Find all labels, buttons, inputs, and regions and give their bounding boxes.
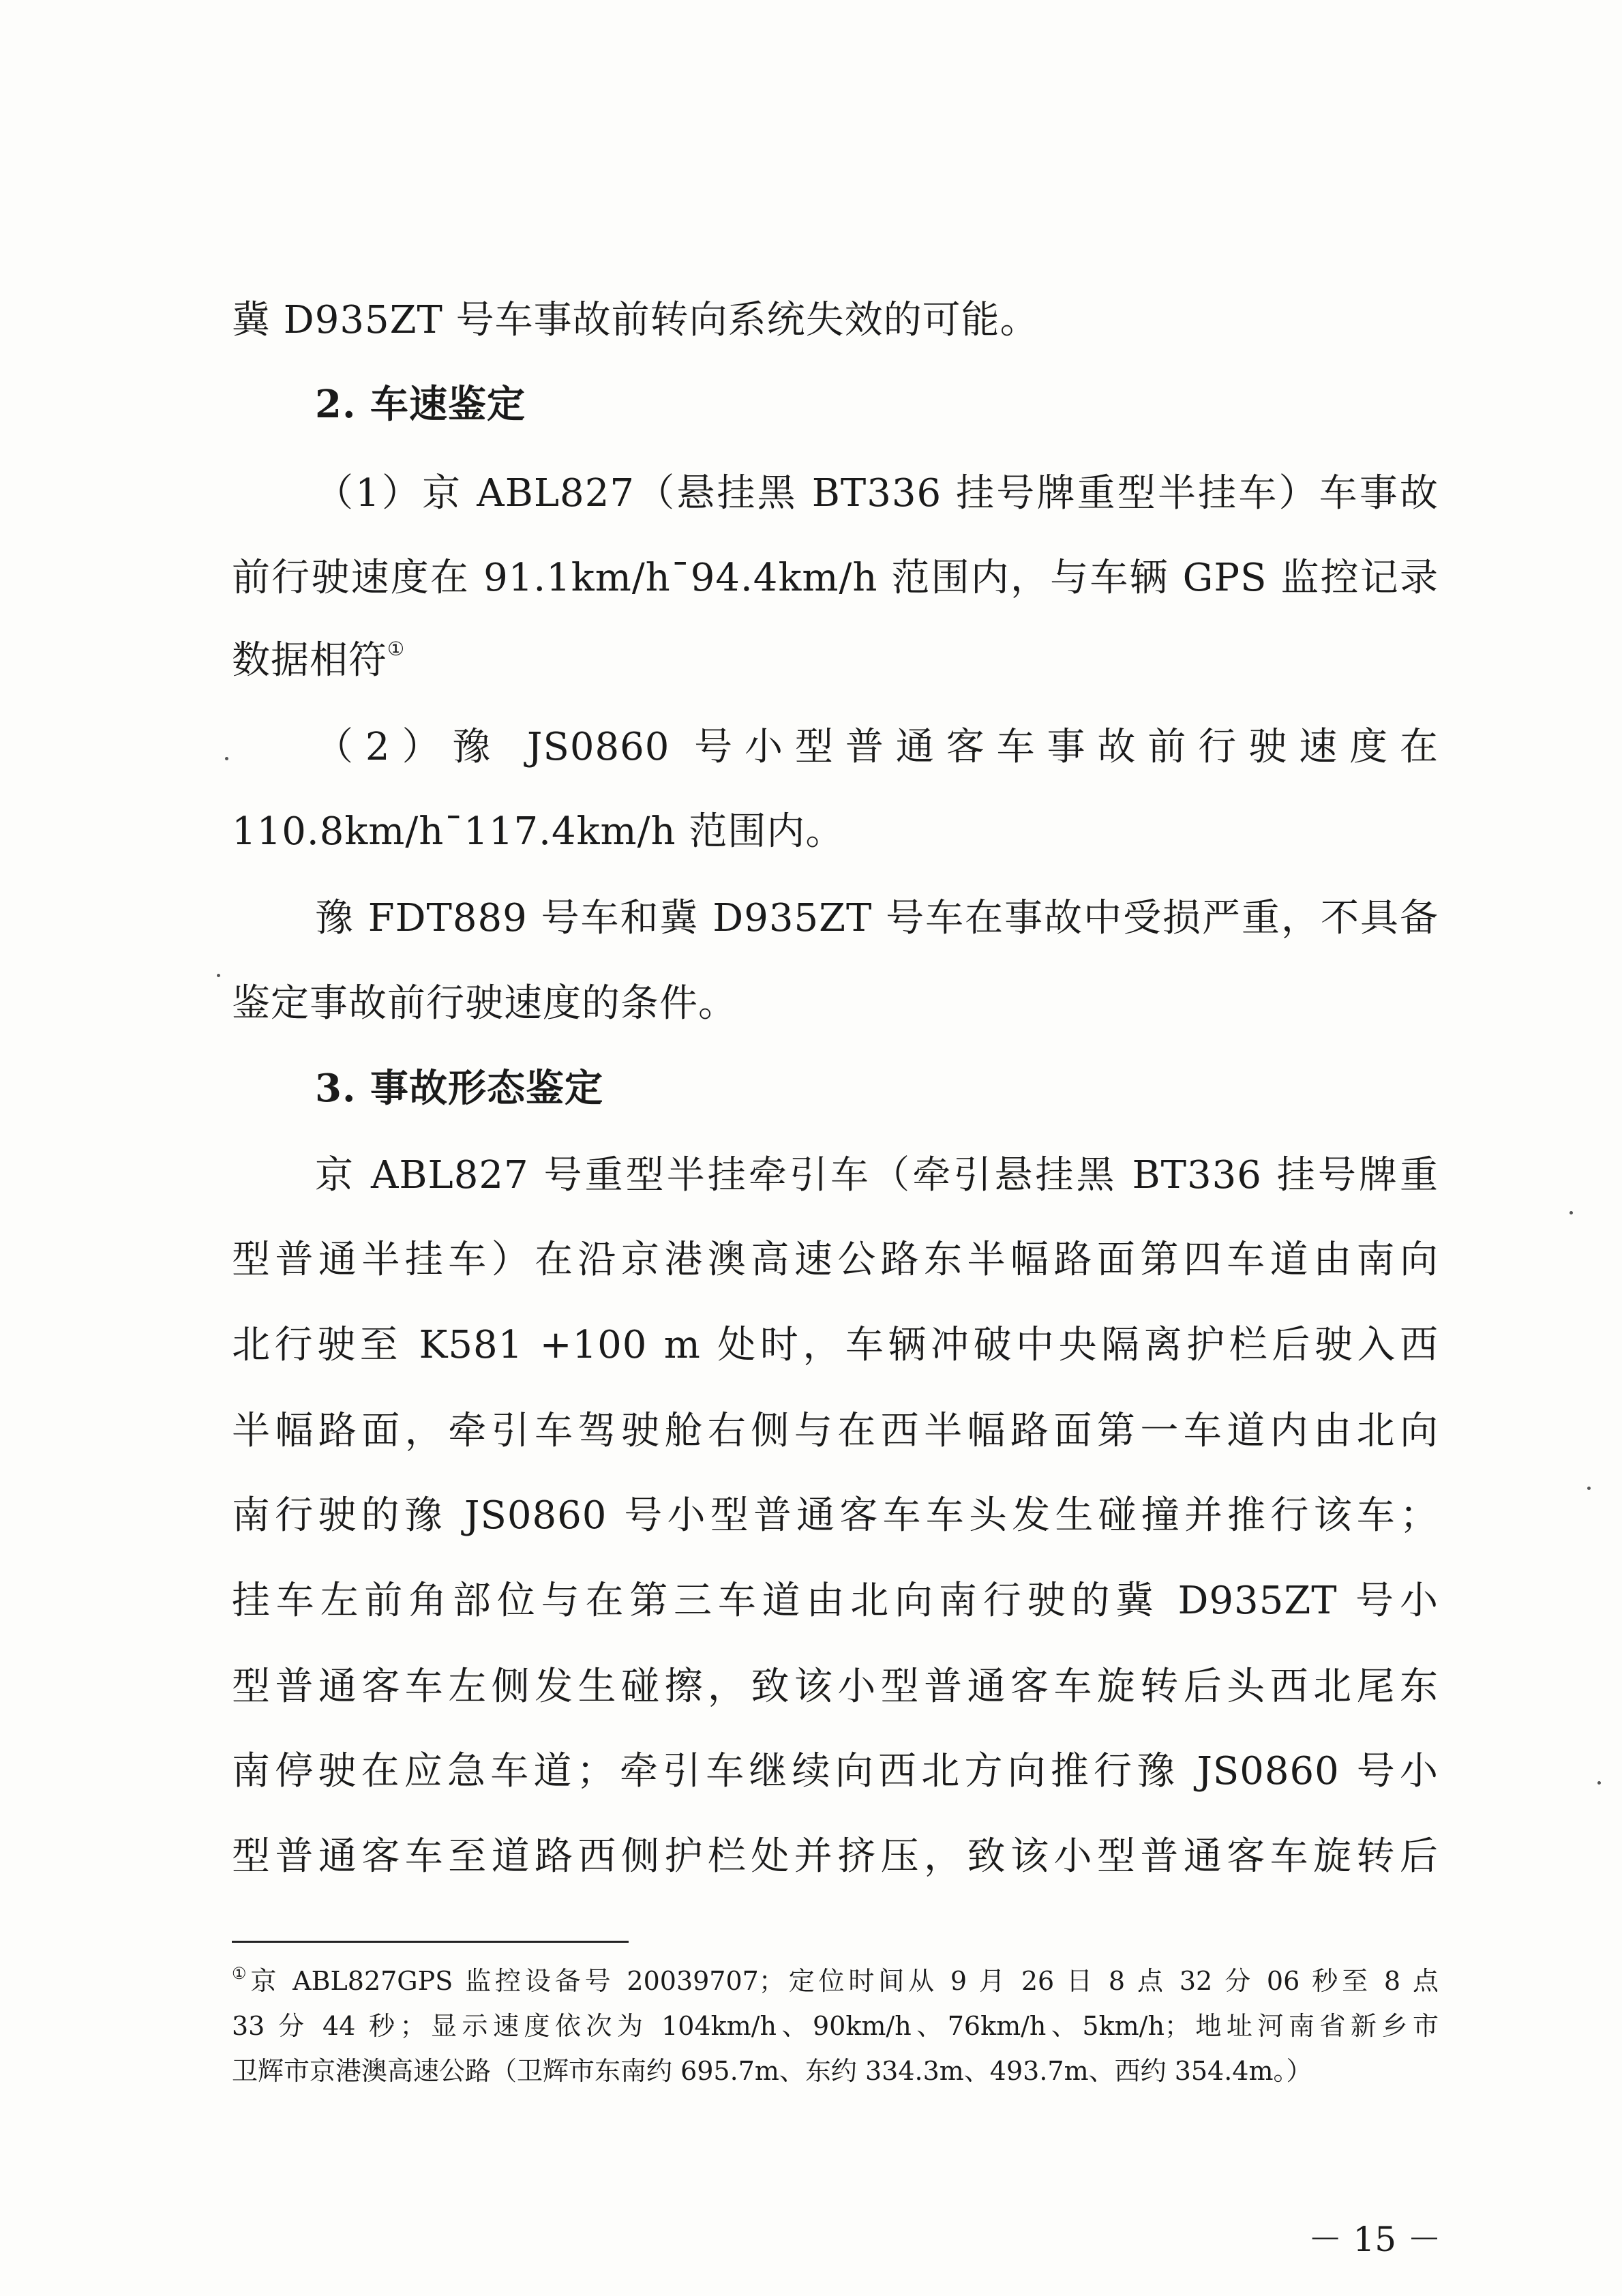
body-line-15: 南行驶的豫 JS0860 号小型普通客车车头发生碰撞并推行该车； [232,1493,1439,1538]
section-heading-accident-form: 3. 事故形态鉴定 [315,1066,603,1111]
body-line-8: 豫 FDT889 号车和冀 D935ZT 号车在事故中受损严重，不具备 [315,896,1439,940]
body-line-3: （1）京 ABL827（悬挂黑 BT336 挂号牌重型半挂车）车事故 [315,471,1439,516]
footnote-reference: ① [387,638,406,660]
scan-speck [217,974,220,977]
scan-speck [225,757,228,760]
footnote-line-2: 33 分 44 秒；显示速度依次为 104km/h、90km/h、76km/h、5km/h；地址河南省新乡市 [232,2011,1439,2041]
body-line-16: 挂车左前角部位与在第三车道由北向南行驶的冀 D935ZT 号小 [232,1579,1439,1623]
body-line-14: 半幅路面，牵引车驾驶舱右侧与在西半幅路面第一车道内由北向 [232,1409,1439,1453]
body-line-13: 北行驶至 K581 +100 m 处时，车辆冲破中央隔离护栏后驶入西 [232,1323,1439,1367]
body-line-7: 110.8km/h¯117.4km/h 范围内。 [232,809,845,854]
body-line-12: 型普通半挂车）在沿京港澳高速公路东半幅路面第四车道由南向 [232,1238,1439,1282]
scan-speck [1570,1211,1573,1214]
scan-speck [1587,1487,1591,1490]
footnote-line-3: 卫辉市京港澳高速公路（卫辉市东南约 695.7m、东约 334.3m、493.7m、西约 354.4m。） [232,2056,1312,2086]
page-number: － 15 － [1308,2220,1441,2259]
body-line-19: 型普通客车至道路西侧护栏处并挤压，致该小型普通客车旋转后 [232,1834,1439,1879]
body-line-4: 前行驶速度在 91.1km/h¯94.4km/h 范围内，与车辆 GPS 监控记录 [232,556,1439,600]
body-line-11: 京 ABL827 号重型半挂牵引车（牵引悬挂黑 BT336 挂号牌重 [315,1153,1439,1197]
scan-speck [1597,1781,1601,1785]
footnote-separator [232,1941,629,1943]
body-line-1: 冀 D935ZT 号车事故前转向系统失效的可能。 [232,298,1039,342]
footnote-line-1: ①京 ABL827GPS 监控设备号 20039707；定位时间从 9 月 26 日 8 点 32 分 06 秒至 8 点 [232,1964,1439,1996]
footnote-marker: ① [232,1964,251,1983]
body-line-6: （2）豫 JS0860 号小型普通客车事故前行驶速度在 [315,725,1439,769]
section-heading-speed: 2. 车速鉴定 [315,382,526,427]
body-line-5: 数据相符① [232,638,406,683]
body-line-18: 南停驶在应急车道；牵引车继续向西北方向推行豫 JS0860 号小 [232,1749,1439,1793]
body-line-17: 型普通客车左侧发生碰擦，致该小型普通客车旋转后头西北尾东 [232,1665,1439,1709]
body-line-9: 鉴定事故前行驶速度的条件。 [232,981,737,1026]
